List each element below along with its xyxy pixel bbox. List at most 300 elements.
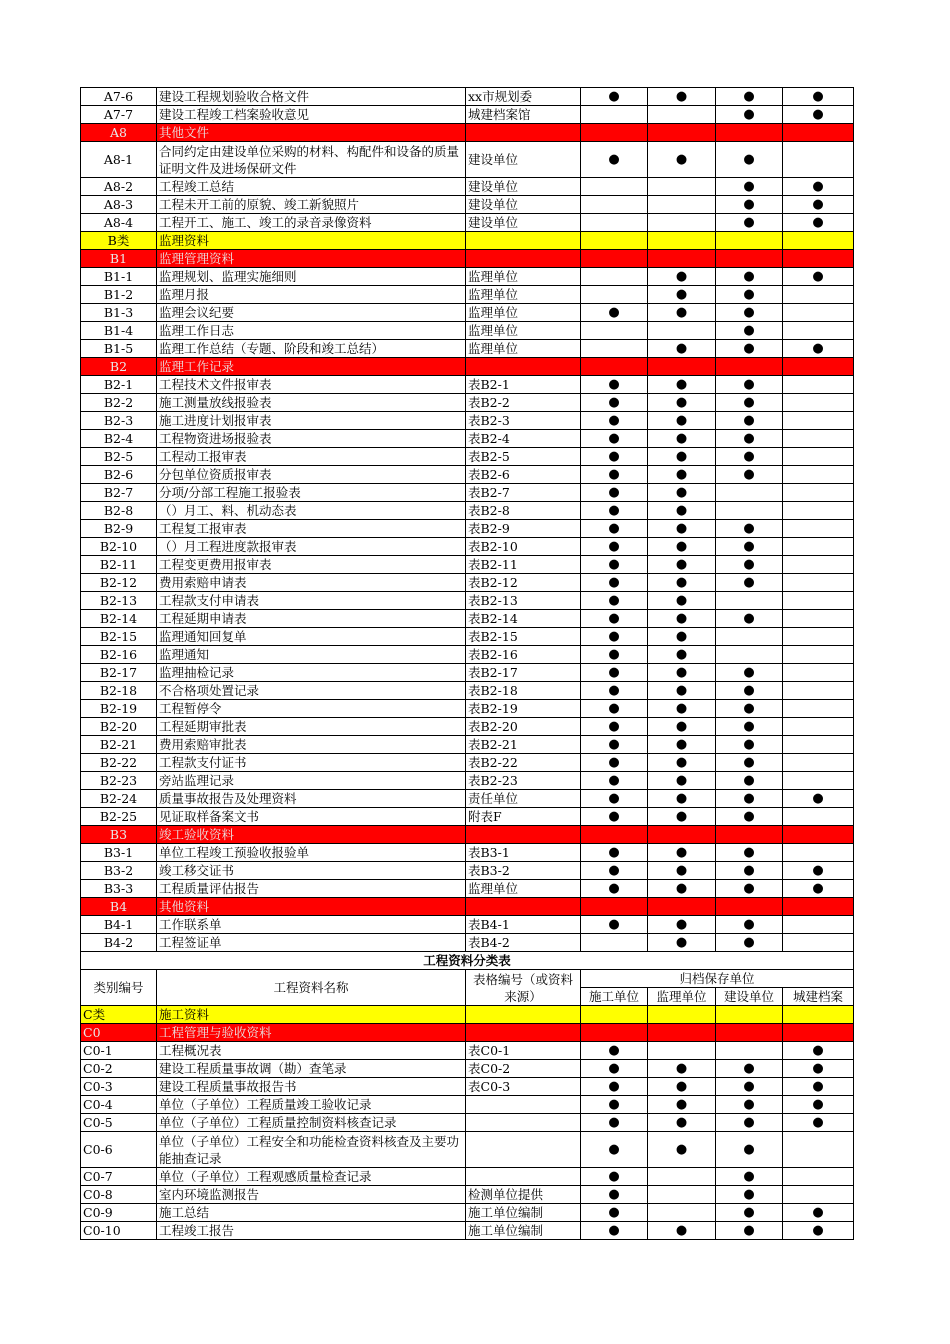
category-code: B2-15: [81, 628, 157, 646]
header-name: 工程资料名称: [157, 970, 466, 1006]
archive-cell: [648, 1006, 716, 1024]
archive-cell: [648, 196, 716, 214]
archive-cell: [716, 646, 783, 664]
document-name: 建设工程质量事故报告书: [157, 1078, 466, 1096]
table-row: [81, 106, 854, 124]
archive-cell: [783, 574, 854, 592]
form-source: 表B2-13: [466, 592, 581, 610]
header-archive: 归档保存单位: [581, 970, 854, 988]
archive-cell: [581, 124, 648, 142]
table-row: [81, 268, 854, 286]
archive-cell: [581, 1042, 648, 1060]
archive-cell: [783, 268, 854, 286]
archive-dot-icon: ●: [743, 790, 755, 806]
archive-cell: [648, 754, 716, 772]
form-source: [466, 1114, 581, 1132]
document-name: 工程延期审批表: [157, 718, 466, 736]
form-source: 表B4-2: [466, 934, 581, 952]
archive-cell: [783, 250, 854, 268]
archive-cell: [581, 718, 648, 736]
form-source: 表C0-1: [466, 1042, 581, 1060]
form-source: 表B2-20: [466, 718, 581, 736]
archive-cell: [783, 736, 854, 754]
table-row: [81, 1222, 854, 1240]
archive-cell: [648, 1222, 716, 1240]
form-source: 施工单位编制: [466, 1204, 581, 1222]
archive-cell: [648, 1114, 716, 1132]
category-code: C0-6: [81, 1132, 157, 1168]
archive-cell: [716, 628, 783, 646]
form-source: xx市规划委: [466, 88, 581, 106]
archive-dot-icon: ●: [675, 448, 688, 464]
archive-cell: [581, 556, 648, 574]
archive-cell: [648, 916, 716, 934]
form-source: 检测单位提供: [466, 1186, 581, 1204]
form-source: 表B3-1: [466, 844, 581, 862]
archive-cell: [783, 106, 854, 124]
archive-dot-icon: ●: [812, 1060, 824, 1076]
category-code: B1-3: [81, 304, 157, 322]
archive-dot-icon: ●: [608, 916, 620, 932]
archive-dot-icon: ●: [608, 682, 620, 698]
table-row: [81, 1060, 854, 1078]
document-name: 工程竣工报告: [157, 1222, 466, 1240]
archive-cell: [648, 1024, 716, 1042]
archive-dot-icon: ●: [608, 880, 620, 896]
category-code: B2-24: [81, 790, 157, 808]
archive-cell: [716, 88, 783, 106]
table-row: [81, 664, 854, 682]
archive-cell: [648, 340, 716, 358]
archive-cell: [648, 376, 716, 394]
archive-dot-icon: ●: [608, 790, 620, 806]
document-name: 施工资料: [157, 1006, 466, 1024]
document-name: 工程质量评估报告: [157, 880, 466, 898]
table-row: [81, 250, 854, 268]
header-unit-construction: 施工单位: [581, 988, 648, 1006]
archive-cell: [581, 1078, 648, 1096]
archive-dot-icon: ●: [812, 214, 824, 230]
archive-cell: [581, 862, 648, 880]
source-cell: [466, 124, 581, 142]
table-row: [81, 286, 854, 304]
archive-dot-icon: ●: [675, 790, 688, 806]
archive-cell: [783, 142, 854, 178]
form-source: 表B2-15: [466, 628, 581, 646]
form-source: 附表F: [466, 808, 581, 826]
form-source: 表B2-16: [466, 646, 581, 664]
form-source: 表B2-22: [466, 754, 581, 772]
archive-dot-icon: ●: [743, 520, 755, 536]
document-name: 监理资料: [157, 232, 466, 250]
archive-dot-icon: ●: [812, 862, 824, 878]
document-name: 旁站监理记录: [157, 772, 466, 790]
archive-dot-icon: ●: [743, 394, 755, 410]
archive-cell: [783, 448, 854, 466]
table-row: [81, 448, 854, 466]
archive-dot-icon: ●: [812, 106, 824, 122]
form-source: 表B2-1: [466, 376, 581, 394]
archive-cell: [581, 682, 648, 700]
form-source: [466, 1132, 581, 1168]
archive-cell: [783, 376, 854, 394]
archive-cell: [581, 250, 648, 268]
form-source: 建设单位: [466, 142, 581, 178]
document-name: 监理工作总结（专题、阶段和竣工总结）: [157, 340, 466, 358]
document-name: 工作联系单: [157, 916, 466, 934]
archive-cell: [648, 448, 716, 466]
archive-cell: [716, 700, 783, 718]
archive-dot-icon: ●: [743, 664, 755, 680]
archive-cell: [783, 790, 854, 808]
archive-cell: [648, 520, 716, 538]
archive-cell: [648, 682, 716, 700]
archive-cell: [783, 412, 854, 430]
archive-cell: [783, 1006, 854, 1024]
archive-dot-icon: ●: [675, 772, 688, 788]
archive-dot-icon: ●: [608, 448, 620, 464]
category-code: B2-21: [81, 736, 157, 754]
category-code: B1-2: [81, 286, 157, 304]
archive-dot-icon: ●: [743, 1114, 755, 1130]
header-unit-supervision: 监理单位: [648, 988, 716, 1006]
archive-cell: [716, 772, 783, 790]
archive-dot-icon: ●: [675, 1141, 688, 1157]
archive-dot-icon: ●: [743, 736, 755, 752]
table-row: [81, 880, 854, 898]
document-name: 监理工作日志: [157, 322, 466, 340]
document-name: 单位（子单位）工程安全和功能检查资料核查及主要功能抽查记录: [157, 1132, 466, 1168]
archive-dot-icon: ●: [743, 304, 755, 320]
archive-dot-icon: ●: [608, 88, 620, 104]
archive-dot-icon: ●: [675, 376, 688, 392]
form-source: 监理单位: [466, 304, 581, 322]
archive-cell: [716, 484, 783, 502]
archive-cell: [783, 1186, 854, 1204]
document-name: 工程未开工前的原貌、竣工新貌照片: [157, 196, 466, 214]
archive-dot-icon: ●: [608, 646, 620, 662]
document-name: 工程签证单: [157, 934, 466, 952]
archive-dot-icon: ●: [675, 430, 688, 446]
document-name: 建设工程竣工档案验收意见: [157, 106, 466, 124]
table-row: [81, 322, 854, 340]
archive-dot-icon: ●: [743, 772, 755, 788]
archive-dot-icon: ●: [743, 1141, 755, 1157]
form-source: 城建档案馆: [466, 106, 581, 124]
document-name: 工程延期申请表: [157, 610, 466, 628]
archive-cell: [716, 538, 783, 556]
archive-cell: [648, 178, 716, 196]
source-cell: [466, 1006, 581, 1024]
archive-cell: [716, 196, 783, 214]
archive-dot-icon: ●: [743, 196, 755, 212]
archive-dot-icon: ●: [608, 376, 620, 392]
archive-cell: [648, 484, 716, 502]
form-source: 表C0-3: [466, 1078, 581, 1096]
header-unit-archive: 城建档案: [783, 988, 854, 1006]
document-name: 工程开工、施工、竣工的录音录像资料: [157, 214, 466, 232]
archive-cell: [581, 1132, 648, 1168]
document-name: 室内环境监测报告: [157, 1186, 466, 1204]
archive-dot-icon: ●: [812, 790, 824, 806]
archive-dot-icon: ●: [743, 286, 755, 302]
table-row: [81, 142, 854, 178]
archive-cell: [716, 934, 783, 952]
archive-dot-icon: ●: [608, 430, 620, 446]
archive-cell: [716, 862, 783, 880]
form-source: 表B2-3: [466, 412, 581, 430]
archive-dot-icon: ●: [675, 628, 688, 644]
category-code: B2-25: [81, 808, 157, 826]
archive-dot-icon: ●: [743, 916, 755, 932]
category-code: B1: [81, 250, 157, 268]
form-source: 表B2-10: [466, 538, 581, 556]
category-code: B1-5: [81, 340, 157, 358]
source-cell: [466, 826, 581, 844]
archive-dot-icon: ●: [812, 340, 824, 356]
archive-dot-icon: ●: [743, 1060, 755, 1076]
archive-cell: [581, 196, 648, 214]
archive-dot-icon: ●: [743, 754, 755, 770]
archive-cell: [783, 862, 854, 880]
archive-cell: [581, 538, 648, 556]
archive-cell: [716, 232, 783, 250]
form-source: 表B2-8: [466, 502, 581, 520]
form-source: 施工单位编制: [466, 1222, 581, 1240]
archive-cell: [783, 1060, 854, 1078]
category-code: A8-2: [81, 178, 157, 196]
archive-cell: [716, 844, 783, 862]
archive-cell: [716, 502, 783, 520]
document-name: 监理月报: [157, 286, 466, 304]
table-row: [81, 502, 854, 520]
archive-cell: [716, 1222, 783, 1240]
document-name: 监理管理资料: [157, 250, 466, 268]
table-row: [81, 178, 854, 196]
archive-cell: [648, 394, 716, 412]
table-row: [81, 430, 854, 448]
archive-cell: [581, 1024, 648, 1042]
archive-cell: [716, 250, 783, 268]
archive-cell: [648, 466, 716, 484]
document-name: 施工进度计划报审表: [157, 412, 466, 430]
archive-cell: [783, 124, 854, 142]
source-cell: [466, 250, 581, 268]
form-source: 建设单位: [466, 178, 581, 196]
archive-dot-icon: ●: [743, 538, 755, 554]
archive-cell: [716, 916, 783, 934]
category-code: B2-6: [81, 466, 157, 484]
archive-cell: [648, 880, 716, 898]
category-code: B2-1: [81, 376, 157, 394]
document-name: 监理规划、监理实施细则: [157, 268, 466, 286]
table-row: [81, 412, 854, 430]
archive-cell: [783, 754, 854, 772]
archive-cell: [783, 430, 854, 448]
form-source: 表C0-2: [466, 1060, 581, 1078]
document-name: 监理工作记录: [157, 358, 466, 376]
table-row: [81, 520, 854, 538]
archive-cell: [648, 142, 716, 178]
table-row: [81, 1024, 854, 1042]
archive-cell: [783, 1204, 854, 1222]
archive-cell: [716, 1060, 783, 1078]
archive-cell: [716, 286, 783, 304]
archive-dot-icon: ●: [743, 1222, 755, 1238]
archive-cell: [716, 142, 783, 178]
form-source: 监理单位: [466, 268, 581, 286]
archive-dot-icon: ●: [675, 736, 688, 752]
form-source: 表B2-9: [466, 520, 581, 538]
document-name: 工程复工报审表: [157, 520, 466, 538]
archive-dot-icon: ●: [675, 1060, 688, 1076]
category-code: B2-16: [81, 646, 157, 664]
archive-cell: [783, 1096, 854, 1114]
archive-dot-icon: ●: [675, 646, 688, 662]
form-source: [466, 1096, 581, 1114]
column-header-row: [81, 970, 854, 988]
archive-dot-icon: ●: [608, 412, 620, 428]
archive-dot-icon: ●: [675, 268, 688, 284]
table-row: [81, 484, 854, 502]
archive-dot-icon: ●: [743, 808, 755, 824]
archive-cell: [783, 1222, 854, 1240]
document-name: 其他资料: [157, 898, 466, 916]
archive-dot-icon: ●: [675, 1114, 688, 1130]
archive-dot-icon: ●: [743, 106, 755, 122]
table-row: [81, 232, 854, 250]
archive-cell: [581, 142, 648, 178]
archive-cell: [783, 304, 854, 322]
archive-cell: [783, 772, 854, 790]
archive-cell: [783, 88, 854, 106]
form-source: 表B2-12: [466, 574, 581, 592]
archive-dot-icon: ●: [675, 592, 688, 608]
category-code: B2: [81, 358, 157, 376]
table-row: [81, 1078, 854, 1096]
archive-cell: [581, 1222, 648, 1240]
archive-dot-icon: ●: [675, 1222, 688, 1238]
archive-cell: [581, 1204, 648, 1222]
document-name: 工程技术文件报审表: [157, 376, 466, 394]
category-code: B2-5: [81, 448, 157, 466]
table-row: [81, 340, 854, 358]
category-code: B类: [81, 232, 157, 250]
archive-dot-icon: ●: [608, 700, 620, 716]
archive-dot-icon: ●: [743, 1168, 755, 1184]
archive-cell: [648, 412, 716, 430]
archive-cell: [581, 322, 648, 340]
classification-table: [80, 87, 854, 1240]
form-source: 表B2-23: [466, 772, 581, 790]
archive-cell: [648, 1186, 716, 1204]
archive-cell: [783, 340, 854, 358]
archive-cell: [648, 772, 716, 790]
category-code: B2-14: [81, 610, 157, 628]
archive-cell: [716, 736, 783, 754]
archive-dot-icon: ●: [608, 736, 620, 752]
archive-cell: [783, 664, 854, 682]
archive-cell: [648, 358, 716, 376]
archive-cell: [716, 412, 783, 430]
archive-cell: [716, 430, 783, 448]
archive-cell: [581, 178, 648, 196]
category-code: B2-23: [81, 772, 157, 790]
archive-cell: [581, 268, 648, 286]
archive-cell: [783, 556, 854, 574]
archive-dot-icon: ●: [608, 808, 620, 824]
document-name: 工程物资进场报验表: [157, 430, 466, 448]
archive-cell: [783, 808, 854, 826]
archive-dot-icon: ●: [812, 88, 824, 104]
document-name: 单位（子单位）工程质量控制资料核查记录: [157, 1114, 466, 1132]
archive-cell: [648, 592, 716, 610]
archive-cell: [783, 394, 854, 412]
form-source: 监理单位: [466, 340, 581, 358]
archive-cell: [783, 628, 854, 646]
document-name: 合同约定由建设单位采购的材料、构配件和设备的质量证明文件及进场保研文件: [157, 142, 466, 178]
archive-cell: [783, 484, 854, 502]
archive-cell: [648, 430, 716, 448]
archive-cell: [581, 484, 648, 502]
category-code: C类: [81, 1006, 157, 1024]
archive-dot-icon: ●: [743, 448, 755, 464]
category-code: C0: [81, 1024, 157, 1042]
archive-dot-icon: ●: [812, 1222, 824, 1238]
form-source: 表B2-4: [466, 430, 581, 448]
archive-dot-icon: ●: [675, 1078, 688, 1094]
archive-cell: [783, 592, 854, 610]
table-row: [81, 1114, 854, 1132]
archive-dot-icon: ●: [608, 718, 620, 734]
archive-cell: [783, 1132, 854, 1168]
archive-dot-icon: ●: [608, 484, 620, 500]
archive-dot-icon: ●: [675, 538, 688, 554]
archive-cell: [581, 1114, 648, 1132]
table-row: [81, 538, 854, 556]
table-row: [81, 1096, 854, 1114]
archive-cell: [648, 304, 716, 322]
table-row: [81, 358, 854, 376]
document-name: （）月工、料、机动态表: [157, 502, 466, 520]
table-row: [81, 898, 854, 916]
archive-dot-icon: ●: [743, 700, 755, 716]
archive-dot-icon: ●: [743, 322, 755, 338]
document-name: 建设工程规划验收合格文件: [157, 88, 466, 106]
table-body-bottom: [81, 1006, 854, 1240]
archive-cell: [648, 1168, 716, 1186]
document-name: （）月工程进度款报审表: [157, 538, 466, 556]
category-code: B2-7: [81, 484, 157, 502]
archive-cell: [648, 1096, 716, 1114]
archive-dot-icon: ●: [675, 862, 688, 878]
archive-cell: [648, 574, 716, 592]
table-row: [81, 1006, 854, 1024]
form-source: 建设单位: [466, 196, 581, 214]
archive-dot-icon: ●: [743, 862, 755, 878]
archive-cell: [783, 214, 854, 232]
archive-cell: [716, 718, 783, 736]
archive-dot-icon: ●: [675, 880, 688, 896]
category-code: B3-3: [81, 880, 157, 898]
archive-dot-icon: ●: [743, 934, 755, 950]
archive-cell: [716, 880, 783, 898]
archive-dot-icon: ●: [812, 880, 824, 896]
document-name: 监理通知: [157, 646, 466, 664]
table-row: [81, 394, 854, 412]
form-source: 责任单位: [466, 790, 581, 808]
archive-cell: [716, 898, 783, 916]
